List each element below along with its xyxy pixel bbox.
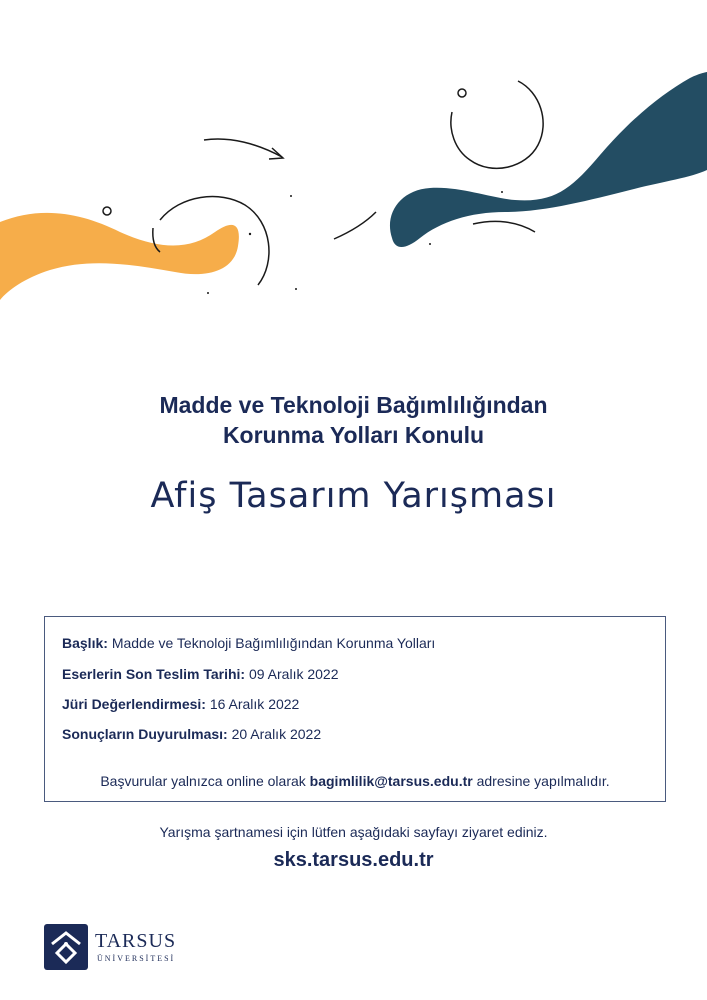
- small-circle-right: [458, 89, 466, 97]
- jury-label: Jüri Değerlendirmesi:: [62, 696, 206, 712]
- competition-title: Afiş Tasarım Yarışması: [150, 476, 557, 516]
- headline-line-2: Korunma Yolları Konulu: [222, 422, 485, 448]
- university-logo: [44, 924, 204, 970]
- orange-wave-shape: [0, 213, 239, 300]
- title-value: Madde ve Teknoloji Bağımlılığından Korunma Yolları: [111, 635, 436, 651]
- application-note: [45, 773, 665, 789]
- info-row-deadline: [62, 666, 339, 682]
- results-label: Sonuçların Duyurulması:: [62, 726, 228, 742]
- deadline-value: 09 Aralık 2022: [248, 666, 339, 682]
- deadline-label: Eserlerin Son Teslim Tarihi:: [62, 666, 246, 682]
- dot: [295, 288, 297, 290]
- headline: [0, 390, 707, 450]
- footer-note: Yarışma şartnamesi için lütfen aşağıdaki sayfayı ziyaret ediniz.: [159, 824, 548, 840]
- logo-subtitle: ÜNİVERSİTESİ: [97, 954, 176, 963]
- title-label: Başlık:: [62, 635, 108, 651]
- teal-wave-shape: [390, 72, 707, 247]
- diagonal-line: [334, 212, 376, 239]
- note-before: Başvurular yalnızca online olarak: [100, 773, 306, 789]
- decorative-illustration: [0, 0, 707, 330]
- info-box: [44, 616, 666, 802]
- info-row-title: [62, 635, 435, 651]
- info-row-results: [62, 726, 321, 742]
- jury-value: 16 Aralık 2022: [209, 696, 300, 712]
- dot: [429, 243, 431, 245]
- small-circle-left: [103, 207, 111, 215]
- website-link[interactable]: sks.tarsus.edu.tr: [273, 849, 434, 871]
- curved-line-right: [473, 221, 535, 232]
- arrow-curve: [204, 139, 282, 157]
- info-row-jury: [62, 696, 299, 712]
- dot: [501, 191, 503, 193]
- dot: [249, 233, 251, 235]
- dot: [207, 292, 209, 294]
- right-arc: [451, 81, 543, 168]
- results-value: 20 Aralık 2022: [231, 726, 322, 742]
- headline-line-1: Madde ve Teknoloji Bağımlılığından: [159, 392, 548, 418]
- logo-mark-icon: [44, 924, 88, 970]
- application-email-link[interactable]: bagimlilik@tarsus.edu.tr: [309, 773, 473, 789]
- logo-name: TARSUS: [95, 930, 177, 952]
- dot: [290, 195, 292, 197]
- note-after: adresine yapılmalıdır.: [476, 773, 610, 789]
